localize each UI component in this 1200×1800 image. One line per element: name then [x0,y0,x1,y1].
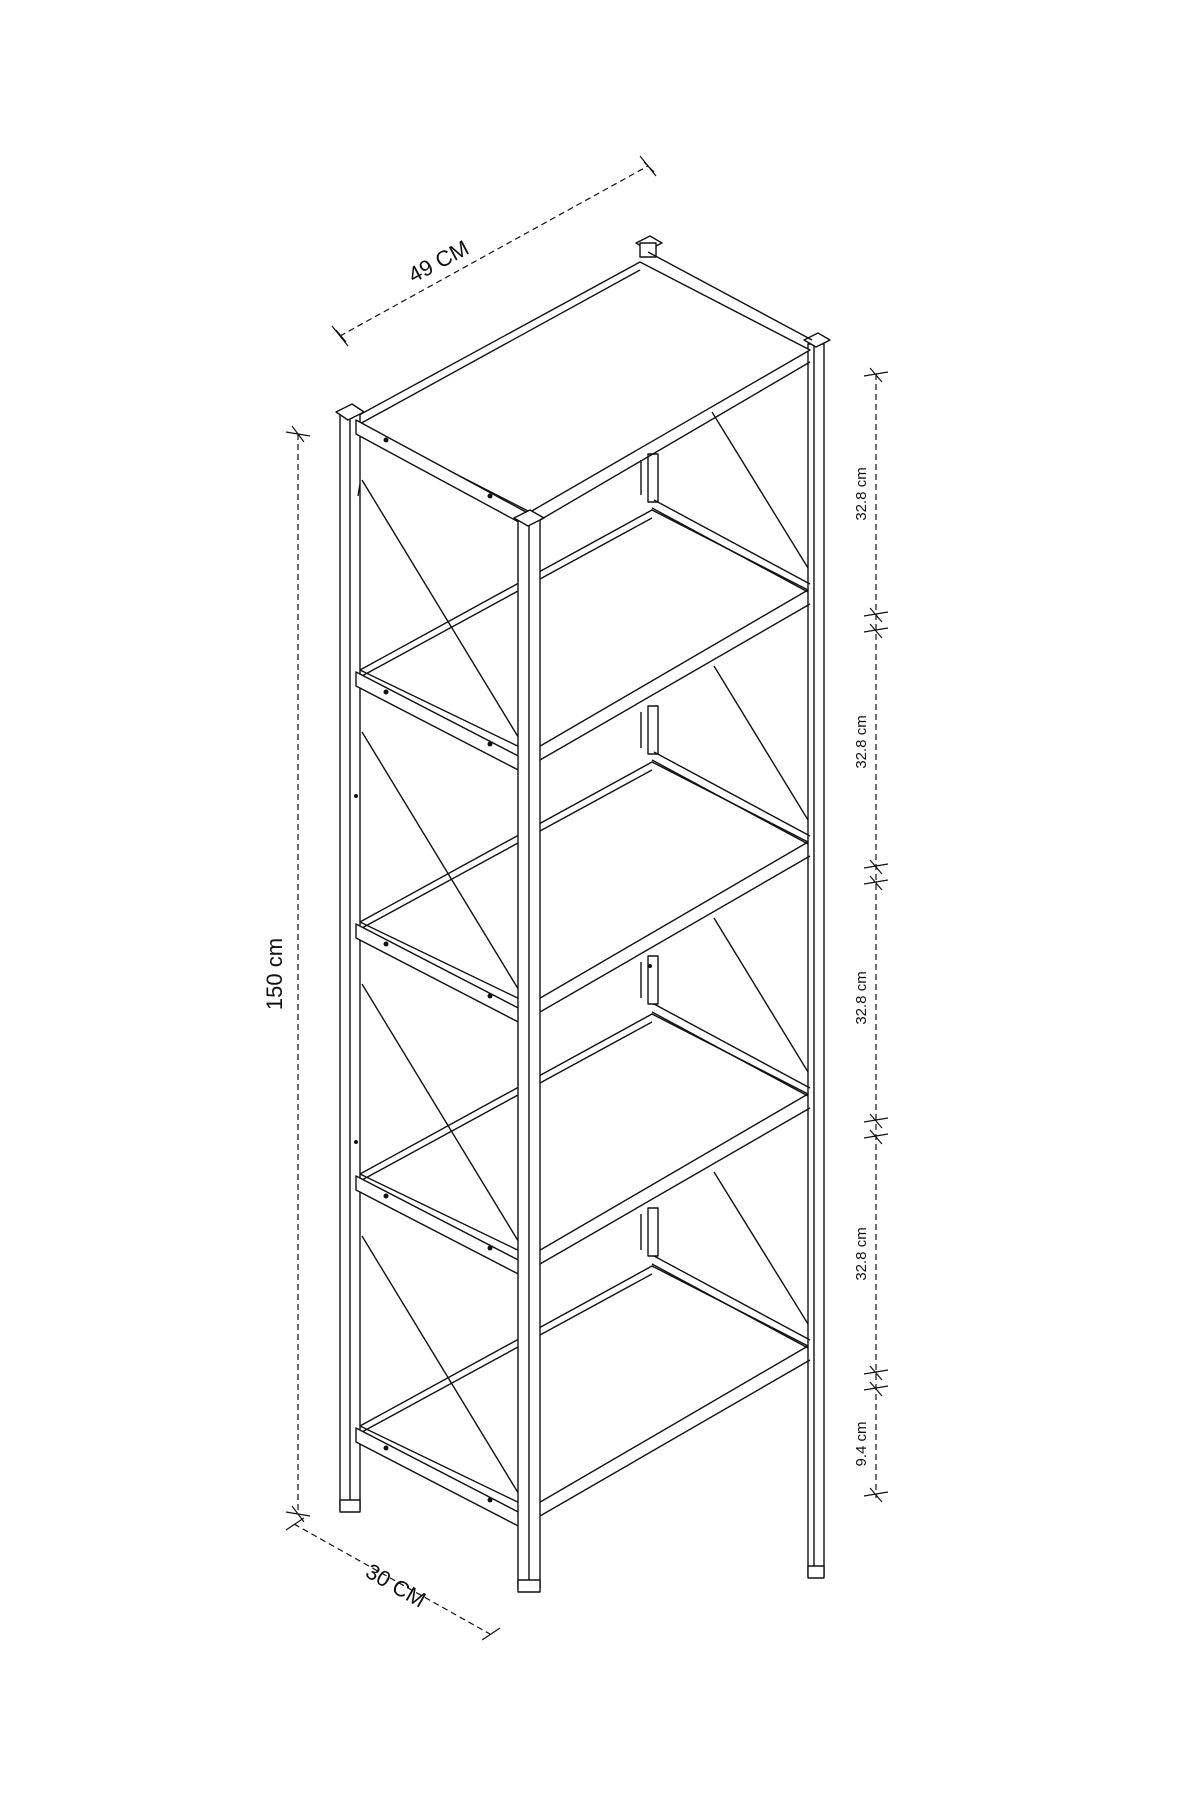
bottom-clearance-label: 9.4 cm [853,1421,870,1467]
back-left-post [636,236,662,257]
bookshelf-frame [336,236,830,1592]
front-right-post [514,510,544,1588]
shelf-spacing-label-1: 32.8 cm [853,467,870,521]
width-label: 49 CM [404,235,473,288]
height-dimension [286,426,310,1522]
front-left-post [336,404,364,1510]
shelf-spacing-label-3: 32.8 cm [853,971,870,1025]
height-label: 150 cm [262,937,287,1011]
shelf-spacing-label-4: 32.8 cm [853,1227,870,1281]
top-panel [350,252,812,512]
shelf-spacing-label-2: 32.8 cm [853,715,870,769]
shelf-spacing-dimension [864,368,888,1502]
depth-label: 30 CM [361,1558,431,1613]
back-right-post [804,333,830,1576]
post-feet [340,1500,824,1592]
